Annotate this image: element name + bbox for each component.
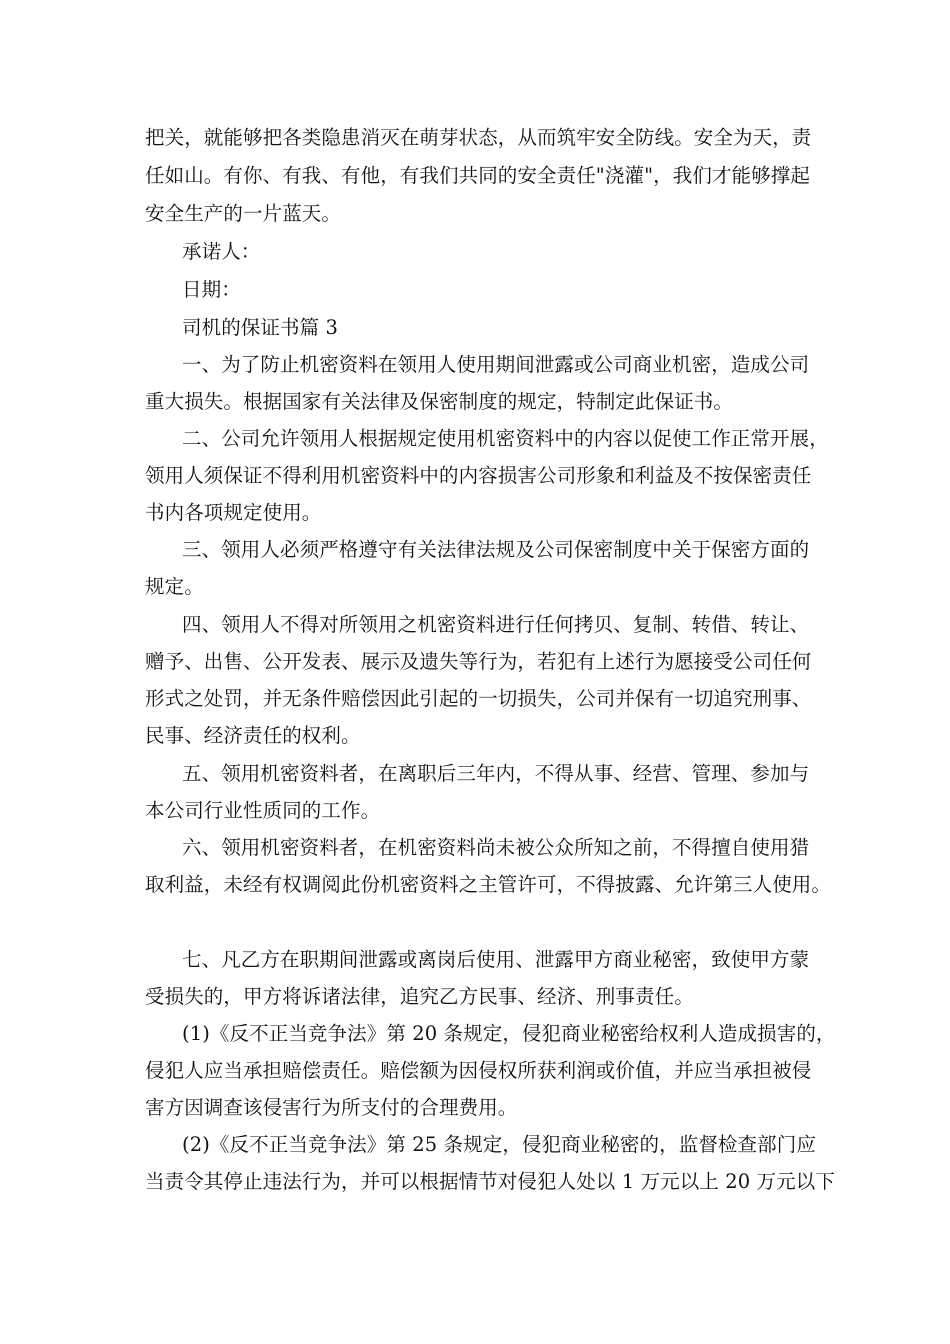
text-line: 受损失的，甲方将诉诸法律，追究乙方民事、经济、刑事责任。 <box>145 985 694 1008</box>
text-line: 四、领用人不得对所领用之机密资料进行任何拷贝、复制、转借、转让、 <box>182 613 810 636</box>
text-line: 赠予、出售、公开发表、展示及遗失等行为，若犯有上述行为愿接受公司任何 <box>145 650 812 673</box>
text-line: 把关，就能够把各类隐患消灭在萌芽状态，从而筑牢安全防线。安全为天，责 <box>145 126 812 149</box>
text-line: 六、领用机密资料者，在机密资料尚未被公众所知之前，不得擅自使用猎 <box>182 836 810 859</box>
text-line: 规定。 <box>145 575 204 598</box>
text-line: 取利益，未经有权调阅此份机密资料之主管许可，不得披露、允许第三人使用。 <box>145 873 832 896</box>
text-line: (1)《反不正当竞争法》第 20 条规定，侵犯商业秘密给权利人造成损害的， <box>182 1022 836 1045</box>
signatory-label: 承诺人： <box>182 240 261 263</box>
text-line: 二、公司允许领用人根据规定使用机密资料中的内容以促使工作正常开展， <box>182 427 829 450</box>
text-line: 形式之处罚，并无条件赔偿因此引起的一切损失，公司并保有一切追究刑事、 <box>145 687 812 710</box>
text-line: 侵犯人应当承担赔偿责任。赔偿额为因侵权所获利润或价值，并应当承担被侵 <box>145 1059 812 1082</box>
text-line: 领用人须保证不得利用机密资料中的内容损害公司形象和利益及不按保密责任 <box>145 464 812 487</box>
text-line: 三、领用人必须严格遵守有关法律法规及公司保密制度中关于保密方面的 <box>182 538 810 561</box>
text-line: 七、凡乙方在职期间泄露或离岗后使用、泄露甲方商业秘密，致使甲方蒙 <box>182 948 810 971</box>
text-line: 当责令其停止违法行为，并可以根据情节对侵犯人处以 1 万元以上 20 万元以下 <box>145 1170 835 1193</box>
date-label: 日期： <box>182 278 241 301</box>
text-line: 五、领用机密资料者，在离职后三年内，不得从事、经营、管理、参加与 <box>182 762 810 785</box>
section-heading: 司机的保证书篇 3 <box>182 316 339 339</box>
text-line: 安全生产的一片蓝天。 <box>145 202 342 225</box>
text-line: (2)《反不正当竞争法》第 25 条规定，侵犯商业秘密的，监督检查部门应 <box>182 1133 816 1156</box>
text-line: 书内各项规定使用。 <box>145 501 322 524</box>
text-line: 害方因调查该侵害行为所支付的合理费用。 <box>145 1096 518 1119</box>
text-line: 重大损失。根据国家有关法律及保密制度的规定，特制定此保证书。 <box>145 390 734 413</box>
text-line: 任如山。有你、有我、有他，有我们共同的安全责任"浇灌"，我们才能够撑起 <box>145 164 810 187</box>
text-line: 一、为了防止机密资料在领用人使用期间泄露或公司商业机密，造成公司 <box>182 353 810 376</box>
text-line: 民事、经济责任的权利。 <box>145 724 361 747</box>
text-line: 本公司行业性质同的工作。 <box>145 799 381 822</box>
